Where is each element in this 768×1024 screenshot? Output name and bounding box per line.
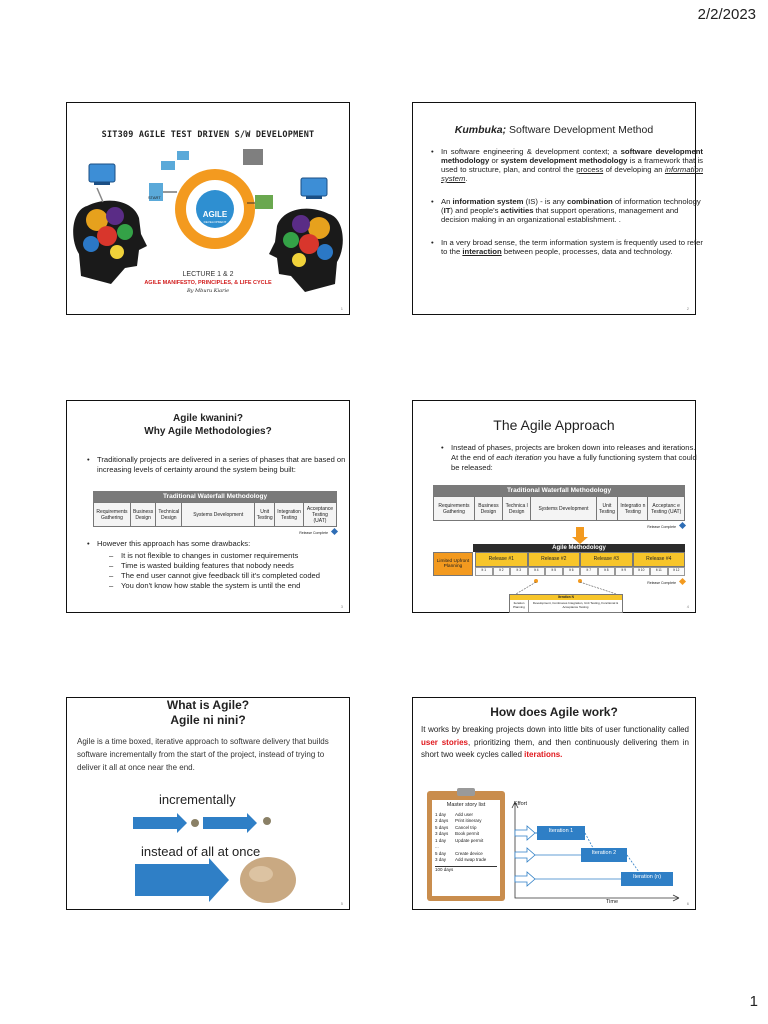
phase-cell: Integratio n Testing (618, 497, 648, 521)
iteration-n-title: Iteration N (510, 595, 622, 600)
waterfall-table (93, 491, 337, 535)
iteration-cell: It 6 (563, 567, 581, 576)
slide-5 (66, 697, 350, 910)
slide-number: 6 (686, 901, 689, 906)
agile-cycle-diagram (147, 151, 277, 261)
release-cell: Release #3 (580, 552, 633, 567)
diamond-icon (679, 522, 686, 529)
diamond-icon (679, 578, 686, 585)
lecture-author: By Mburu Kiarie (186, 288, 230, 294)
slide-title: Kumbuka; Software Development Method (454, 124, 654, 136)
story-row: 2 days Print itinerary (435, 818, 482, 823)
incremental-arrows-image (133, 811, 303, 835)
phase-cell: Technical Design (156, 503, 182, 527)
phase-cell: Unit Testing (596, 497, 618, 521)
slide-number: 5 (340, 901, 343, 906)
slide-title: How does Agile work? (490, 705, 618, 719)
release-cell: Release #4 (633, 552, 686, 567)
time-axis-label: Time (606, 899, 619, 905)
iteration-cell: It 9 (615, 567, 633, 576)
phase-cell: Systems Development (182, 503, 255, 527)
iteration-bar-label: Iteration 1 (548, 828, 574, 834)
slide-number: 1 (340, 306, 343, 311)
release-complete-label: Release Complete (647, 525, 677, 529)
slide-title: SIT309 AGILE TEST DRIVEN S/W DEVELOPMENT (101, 130, 315, 140)
phase-cell: Business Design (130, 503, 155, 527)
agile-start-label: START (148, 195, 161, 200)
drawback-item: – It is not flexible to changes in customer requirements (121, 551, 357, 561)
clip-icon (457, 788, 475, 796)
slide-number: 2 (686, 306, 689, 311)
phase-cell: Acceptance Testing (UAT) (303, 503, 336, 527)
slide-body: Agile is a time boxed, iterative approach to software delivery that builds software incrementally from the start of the project, instead of trying to deliver it all at once near the end. (77, 737, 329, 772)
limited-planning-cell: Limited Upfront Planning (433, 552, 473, 576)
story-row: ... (435, 844, 439, 849)
bullet-item: • Traditionally projects are delivered in a series of phases that are based on increasing levels of certainty around the system being built: (97, 455, 352, 475)
story-row: 3 days Book permit (435, 831, 480, 836)
iteration-cell: It 2 (493, 567, 511, 576)
bullet-list (437, 443, 701, 481)
iteration-detail-cell: Development, Continuous Integration, Unit Testing, Functional & Acceptance Testing (532, 601, 619, 609)
header-date: 2/2/2023 (697, 6, 756, 23)
story-row: 5 day Create device (435, 850, 483, 856)
iteration-cell: It 10 (633, 567, 651, 576)
bullet-list (427, 147, 703, 264)
story-row: 3 day Add swap trade (435, 857, 487, 862)
phase-cell: Technica l Design (503, 497, 531, 521)
phase-cell: Acceptanc e Testing (UAT) (648, 497, 685, 521)
story-row: 1 day Add user (435, 811, 474, 817)
slide-title: The Agile Approach (493, 417, 615, 433)
slide-number: 3 (340, 604, 343, 609)
phase-cell: Unit Testing (255, 503, 275, 527)
slide-3 (66, 400, 350, 613)
story-row: 5 days Cancel trip (435, 824, 477, 830)
drawback-list (97, 551, 357, 591)
bullet-item: • However this approach has some drawbacks: – It is not flexible to changes in customer requirements – Time is wasted building features that nobody needs – The end user cannot give feedback till it's completed coded – You don't know how stable the system is until the end (97, 539, 357, 591)
phase-cell: Systems Development (531, 497, 596, 521)
drawback-item: – The end user cannot give feedback till it's completed coded (121, 571, 357, 581)
phase-cell: Requirements Gathering (434, 497, 475, 521)
clipboard-image (427, 791, 505, 901)
iteration-planning-cell: Iteration Planning (510, 600, 529, 612)
slide-1 (66, 102, 350, 315)
slide-4 (412, 400, 696, 613)
agile-center-label: AGILE (202, 210, 228, 219)
agile-title: Agile Methodology (473, 544, 685, 552)
iteration-cell: It 7 (580, 567, 598, 576)
lecture-label: LECTURE 1 & 2 (182, 271, 234, 278)
agile-center-sublabel: DEVELOPMENT (203, 220, 227, 224)
story-list-title: Master story list (446, 802, 486, 808)
iteration-cell: It 3 (510, 567, 528, 576)
bullet-item: • In a very broad sense, the term information system is frequently used to refer to the interaction between people, processes, data and technology. (441, 238, 703, 256)
iteration-n-box (509, 594, 623, 613)
drawback-item: – You don't know how stable the system is until the end (121, 581, 357, 591)
release-cell: Release #2 (528, 552, 581, 567)
iteration-cell: It 1 (475, 567, 493, 576)
all-at-once-arrow-image (133, 858, 303, 908)
bullet-item: • An information system (IS) - is any combination of information technology (IT) and people's activities that support operations, management and decision making in an organizational establishment. . (441, 197, 703, 224)
story-row: 1 day Update permit (435, 837, 484, 843)
slide-6 (412, 697, 696, 910)
release-complete-label: Release Complete (299, 531, 329, 535)
iteration-bar-label: Iteration (n) (632, 874, 662, 880)
release-cell: Release #1 (475, 552, 528, 567)
lecture-subtitle: AGILE MANIFESTO, PRINCIPLES, & LIFE CYCLE (144, 280, 272, 286)
slide-number: 4 (686, 604, 689, 609)
bullet-list (83, 539, 357, 599)
phase-cell: Business Design (474, 497, 502, 521)
bullet-item: • In software engineering & development context; a software development methodology or system development methodology is a framework that is used to structure, plan, and control the process of developing an information system. (441, 147, 703, 183)
waterfall-table (433, 485, 685, 529)
incrementally-label: incrementally (159, 792, 236, 807)
iteration-cell: It 8 (598, 567, 616, 576)
agile-table (433, 544, 685, 585)
waterfall-title: Traditional Waterfall Methodology (93, 491, 337, 502)
bullet-list (83, 455, 352, 483)
slide-title: What is Agile? Agile ni nini? (166, 698, 250, 727)
iteration-bar-label: Iteration 2 (591, 850, 617, 856)
slide-2 (412, 102, 703, 315)
iteration-cell: It 12 (668, 567, 686, 576)
slide-title: Agile kwanini? Why Agile Methodologies? (144, 413, 272, 437)
page-number: 1 (749, 993, 758, 1010)
phase-cell: Requirements Gathering (94, 503, 131, 527)
all-at-once-label: instead of all at once (141, 844, 261, 859)
release-complete-label: Release Complete (647, 581, 677, 585)
arrow-down-icon (576, 527, 584, 537)
story-total: 100 days (435, 866, 497, 874)
phase-cell: Integration Testing (275, 503, 304, 527)
iteration-cell: It 5 (545, 567, 563, 576)
drawback-item: – Time is wasted building features that nobody needs (121, 561, 357, 571)
story-list (432, 800, 500, 896)
bullet-item: • Instead of phases, projects are broken down into releases and iterations. At the end of each iteration you have a fully functioning system that could be released: (451, 443, 701, 473)
slide-body: It works by breaking projects down into little bits of user functionality called user stories, prioritizing them, and then continuously delivering them in short two week cycles called iterations. (421, 725, 689, 759)
effort-axis-label: Effort (514, 801, 528, 807)
iteration-cell: It 4 (528, 567, 546, 576)
waterfall-title: Traditional Waterfall Methodology (433, 485, 685, 496)
iteration-cell: It 11 (650, 567, 668, 576)
diamond-icon (331, 528, 338, 535)
